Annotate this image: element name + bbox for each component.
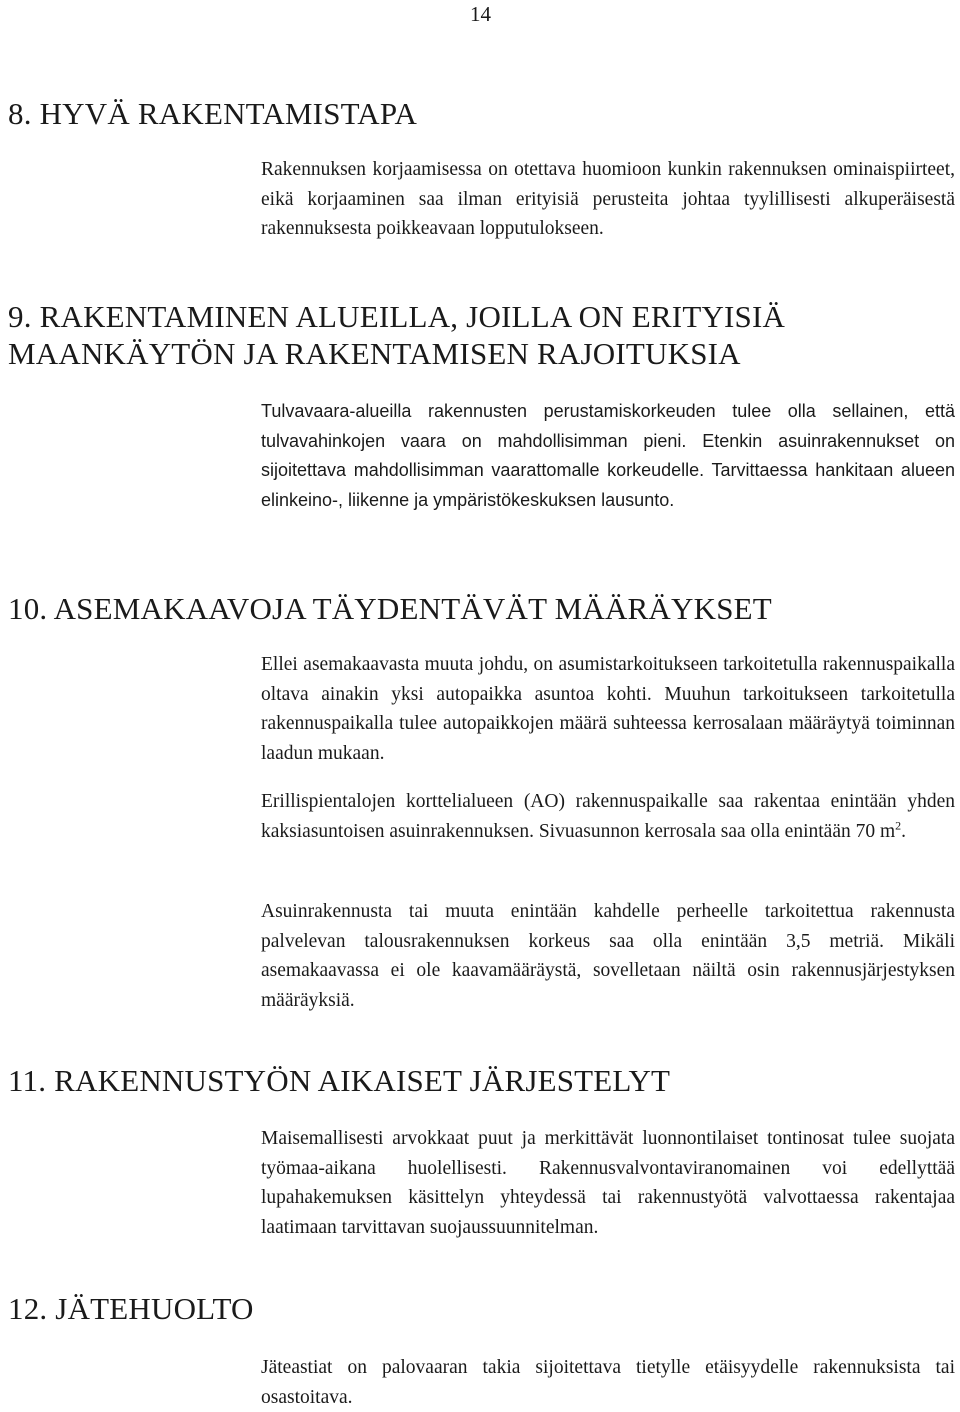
section-12-paragraph: Jäteastiat on palovaaran takia sijoitettava tietylle etäisyydelle rakennuksista tai osastoitava.: [261, 1357, 955, 1408]
section-10-paragraph-3: Asuinrakennusta tai muuta enintään kahdelle perheelle tarkoitettua rakennusta palvelevan talousrakennuksen korkeus saa olla enintään 3,5 metriä. Mikäli asemakaavassa ei ole kaavamääräystä, sovelletaan näiltä osin rakennusjärjestyksen määräyksiä.: [261, 901, 955, 1011]
section-9-paragraph: Tulvavaara-alueilla rakennusten perustamiskorkeuden tulee olla sellainen, että tulvavahinkojen vaara on mahdollisimman pieni. Etenkin asuinrakennukset on sijoitettava mahdollisimman vaarattomalle korkeudelle. Tarvittaessa hankitaan alueen elinkeino-, liikenne ja ympäristökeskuksen lausunto.: [261, 401, 955, 510]
section-8-heading: 8. HYVÄ RAKENTAMISTAPA: [8, 96, 418, 131]
section-10-paragraph-2: [261, 787, 955, 846]
period: .: [901, 820, 907, 842]
section-11-paragraph: Maisemallisesti arvokkaat puut ja merkittävät luonnontilaiset tontinosat tulee suojata työmaa-aikana huolellisesti. Rakennusvalvontaviranomainen voi edellyttää lupahakemuksen käsittelyn yhteydessä tai rakennustyötä valvottaessa rakentajaa laatimaan tarvittavan suojaussuunnitelman.: [261, 1128, 955, 1238]
section-10-heading: 10. ASEMAKAAVOJA TÄYDENTÄVÄT MÄÄRÄYKSET: [8, 591, 772, 626]
section-10-paragraph-1: Ellei asemakaavasta muuta johdu, on asumistarkoitukseen tarkoitetulla rakennuspaikalla oltava ainakin yksi autopaikka asuntoa kohti. Muuhun tarkoitukseen tarkoitetulla rakennuspaikalla tulee autopaikkojen määrä suhteessa kerrosalaan määräytyä toiminnan laadun mukaan.: [261, 654, 955, 764]
section-9-heading-line1: 9. RAKENTAMINEN ALUEILLA, JOILLA ON ERITYISIÄ: [8, 299, 786, 334]
section-10-paragraph-2-text: Erillispientalojen korttelialueen (AO) rakennuspaikalle saa rakentaa enintään yhden kaksiasuntoisen asuinrakennuksen. Sivuasunnon kerrosala saa olla enintään 70 m: [261, 791, 955, 842]
section-9-heading-line2: MAANKÄYTÖN JA RAKENTAMISEN RAJOITUKSIA: [8, 336, 741, 371]
superscript-2: 2: [895, 818, 902, 832]
section-12-heading: 12. JÄTEHUOLTO: [8, 1291, 254, 1326]
section-8-paragraph: Rakennuksen korjaamisessa on otettava huomioon kunkin rakennuksen ominaispiirteet, eikä korjaaminen saa ilman erityisiä perusteita johtaa tyylillisesti alkuperäisestä rakennuksesta poikkeavaan lopputulokseen.: [261, 159, 955, 239]
page-number: 14: [470, 2, 491, 26]
section-11-heading: 11. RAKENNUSTYÖN AIKAISET JÄRJESTELYT: [8, 1063, 671, 1098]
